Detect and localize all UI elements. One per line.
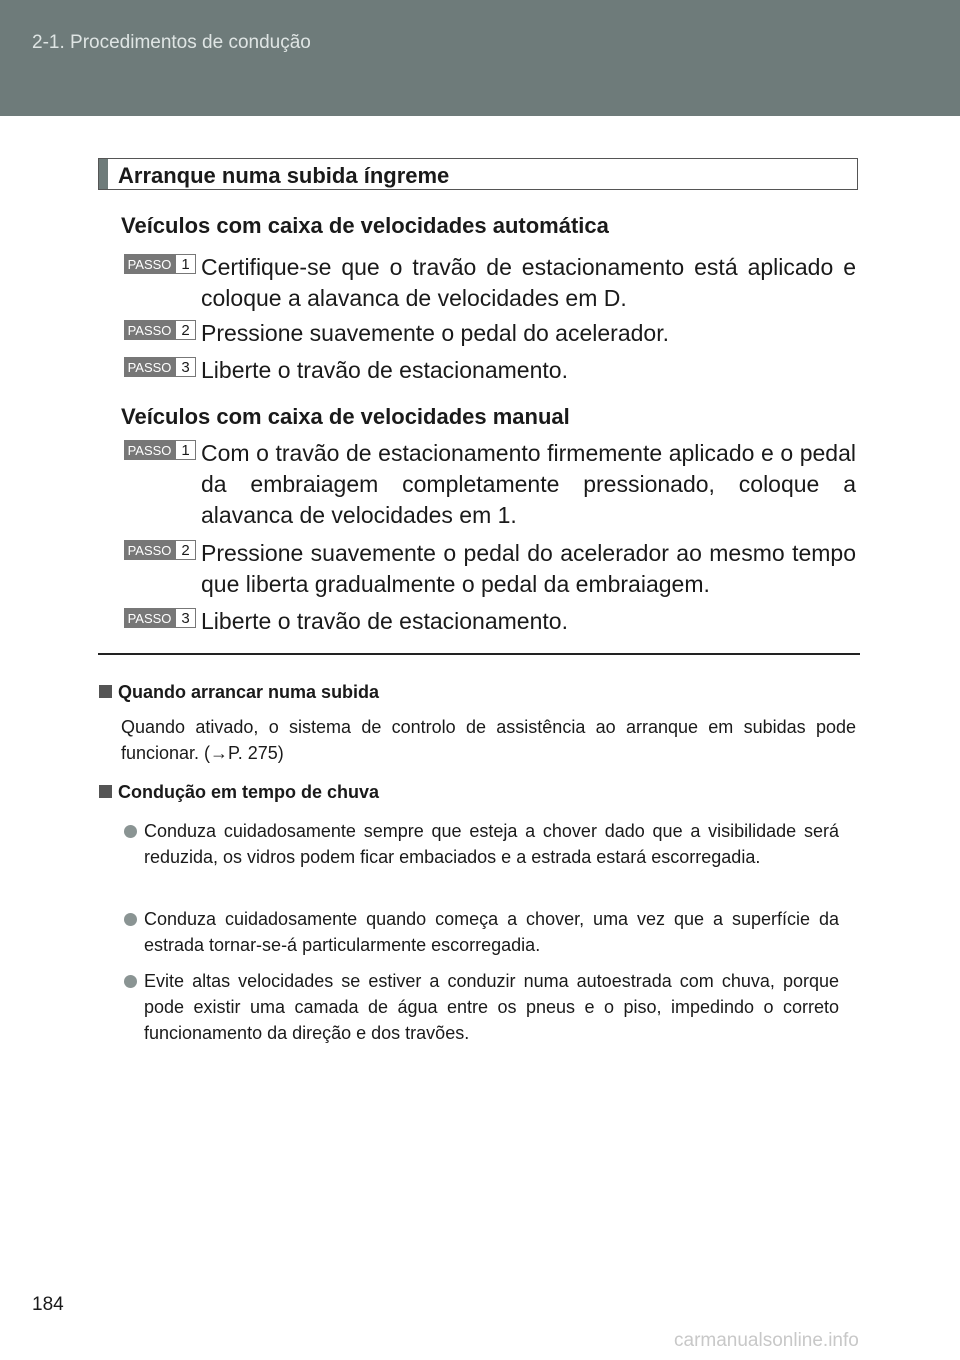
step-badge-number: 3: [175, 357, 196, 377]
step-text: Com o travão de estacionamento firmemente aplicado e o pedal da embraiagem completamente pressionado, coloque a alavanca de velocidades em 1.: [201, 440, 856, 528]
note-title-rain: [99, 782, 379, 803]
step-text: Pressione suavemente o pedal do acelerador.: [201, 320, 669, 346]
manual-step-3: [124, 606, 856, 637]
step-badge: [124, 254, 196, 274]
step-text: Liberte o travão de estacionamento.: [201, 608, 568, 634]
step-badge-word: PASSO: [124, 320, 175, 340]
section-title: Arranque numa subida íngreme: [118, 163, 450, 188]
rain-bullet-3: [124, 968, 839, 1046]
section-label: 2-1. Procedimentos de condução: [32, 32, 311, 53]
note-title-uphill: [99, 682, 379, 703]
circle-bullet-icon: [124, 975, 137, 988]
automatic-step-1: [124, 252, 856, 314]
step-badge: [124, 608, 196, 628]
section-title-box: [98, 158, 858, 190]
step-badge-word: PASSO: [124, 440, 175, 460]
page-number: 184: [32, 1294, 64, 1315]
manual-heading: Veículos com caixa de velocidades manual: [121, 404, 570, 429]
rain-bullet-1: [124, 818, 839, 870]
step-text: Certifique-se que o travão de estacionamento está aplicado e coloque a alavanca de velocidades em D.: [201, 254, 856, 311]
automatic-heading: Veículos com caixa de velocidades automática: [121, 213, 609, 238]
step-badge-word: PASSO: [124, 357, 175, 377]
step-badge-number: 2: [175, 320, 196, 340]
note-title-text: Quando arrancar numa subida: [118, 682, 380, 702]
step-badge-word: PASSO: [124, 540, 175, 560]
step-badge-number: 3: [175, 608, 196, 628]
circle-bullet-icon: [124, 913, 137, 926]
section-divider: [98, 653, 860, 655]
step-badge: [124, 357, 196, 377]
step-badge-number: 1: [175, 254, 196, 274]
square-bullet-icon: [99, 785, 112, 798]
circle-bullet-icon: [124, 825, 137, 838]
page-header: [0, 0, 960, 116]
bullet-text: Conduza cuidadosamente quando começa a chover, uma vez que a superfície da estrada tornar-se-á particularmente escorregadia.: [144, 909, 839, 955]
rain-bullet-2: [124, 906, 839, 958]
bullet-text: Evite altas velocidades se estiver a conduzir numa autoestrada com chuva, porque pode existir uma camada de água entre os pneus e o piso, impedindo o correto funcionamento da direção e dos travões.: [144, 971, 839, 1043]
step-badge-word: PASSO: [124, 608, 175, 628]
section-title-bar: [99, 159, 108, 189]
watermark: carmanualsonline.info: [674, 1330, 859, 1351]
manual-step-2: [124, 538, 856, 600]
step-badge: [124, 320, 196, 340]
bullet-text: Conduza cuidadosamente sempre que esteja a chover dado que a visibilidade será reduzida, os vidros podem ficar embaciados e a estrada estará escorregadia.: [144, 821, 839, 867]
step-badge: [124, 440, 196, 460]
automatic-step-2: [124, 318, 856, 349]
step-text: Liberte o travão de estacionamento.: [201, 357, 568, 383]
note-text-uphill: Quando ativado, o sistema de controlo de assistência ao arranque em subidas pode funcionar. (→P. 275): [121, 717, 856, 763]
manual-step-1: [124, 438, 856, 531]
square-bullet-icon: [99, 685, 112, 698]
step-badge: [124, 540, 196, 560]
step-badge-number: 1: [175, 440, 196, 460]
note-title-text: Condução em tempo de chuva: [118, 782, 380, 802]
automatic-step-3: [124, 355, 856, 386]
step-badge-number: 2: [175, 540, 196, 560]
step-badge-word: PASSO: [124, 254, 175, 274]
step-text: Pressione suavemente o pedal do acelerador ao mesmo tempo que liberta gradualmente o pedal da embraiagem.: [201, 540, 856, 597]
